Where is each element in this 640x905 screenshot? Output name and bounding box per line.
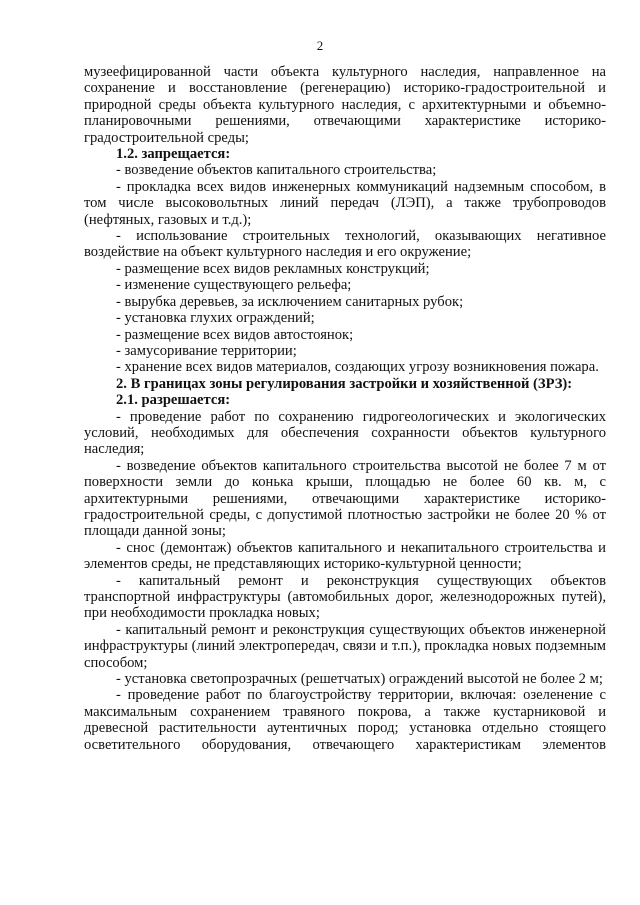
list-item: - снос (демонтаж) объектов капитального и некапитального строительства и элементов среды, не представляющих историко-культурной ценности;: [84, 539, 606, 573]
list-item: - возведение объектов капитального строительства высотой не более 7 м от поверхности земли до конька крыши, площадью не более 60 кв. м, с архитектурными решениями, отвечающими характеристике историко-градостроительной среды, с допустимой плотностью застройки не более 20 % от площади данной зоны;: [84, 457, 606, 540]
list-item: - изменение существующего рельефа;: [116, 277, 352, 294]
list-item: - размещение всех видов автостоянок;: [116, 326, 354, 343]
list-item: - возведение объектов капитального строительства;: [116, 162, 437, 179]
list-item: - прокладка всех видов инженерных коммуникаций надземным способом, в том числе высоковольтных линий передач (ЛЭП), а также трубопроводов (нефтяных, газовых и т.д.);: [84, 178, 606, 228]
list-item: - капитальный ремонт и реконструкция существующих объектов инженерной инфраструктуры (линий электропередач, связи и т.п.), прокладка новых подземным способом;: [84, 621, 606, 671]
section-heading-2: 2. В границах зоны регулирования застройки и хозяйственной (ЗРЗ):: [116, 375, 573, 392]
list-item: - установка глухих ограждений;: [116, 310, 315, 327]
list-item: - проведение работ по сохранению гидрогеологических и экологических условий, необходимых для обеспечения сохранности объектов культурного наследия;: [84, 408, 606, 458]
list-item: - замусоривание территории;: [116, 342, 297, 359]
list-item: - проведение работ по благоустройству территории, включая: озеленение с максимальным сохранением травяного покрова, а также кустарниковой и древесной растительности аутентичных пород; установка отдельно стоящего осветительного оборудования, отвечающего характеристикам элементов: [84, 687, 606, 753]
list-item: - размещение всех видов рекламных конструкций;: [116, 260, 430, 277]
paragraph-continuation: музеефицированной части объекта культурного наследия, направленное на сохранение и восстановление (регенерацию) историко-градостроительной и природной среды объекта культурного наследия, с архитектурными и объемно-планировочными решениями, отвечающими характеристике историко-градостроительной среды;: [84, 64, 606, 146]
list-item: - вырубка деревьев, за исключением санитарных рубок;: [116, 293, 464, 310]
document-body: [84, 64, 606, 753]
section-heading-1-2: 1.2. запрещается:: [116, 146, 231, 163]
list-item: - установка светопрозрачных (решетчатых) ограждений высотой не более 2 м;: [116, 671, 603, 688]
list-item: - хранение всех видов материалов, создающих угрозу возникновения пожара.: [116, 359, 599, 376]
page-number: 2: [316, 38, 324, 53]
section-heading-2-1: 2.1. разрешается:: [116, 392, 231, 409]
list-item: - использование строительных технологий, оказывающих негативное воздействие на объект культурного наследия и его окружение;: [84, 228, 606, 261]
list-item: - капитальный ремонт и реконструкция существующих объектов транспортной инфраструктуры (автомобильных дорог, железнодорожных путей), при необходимости прокладка новых;: [84, 572, 606, 622]
